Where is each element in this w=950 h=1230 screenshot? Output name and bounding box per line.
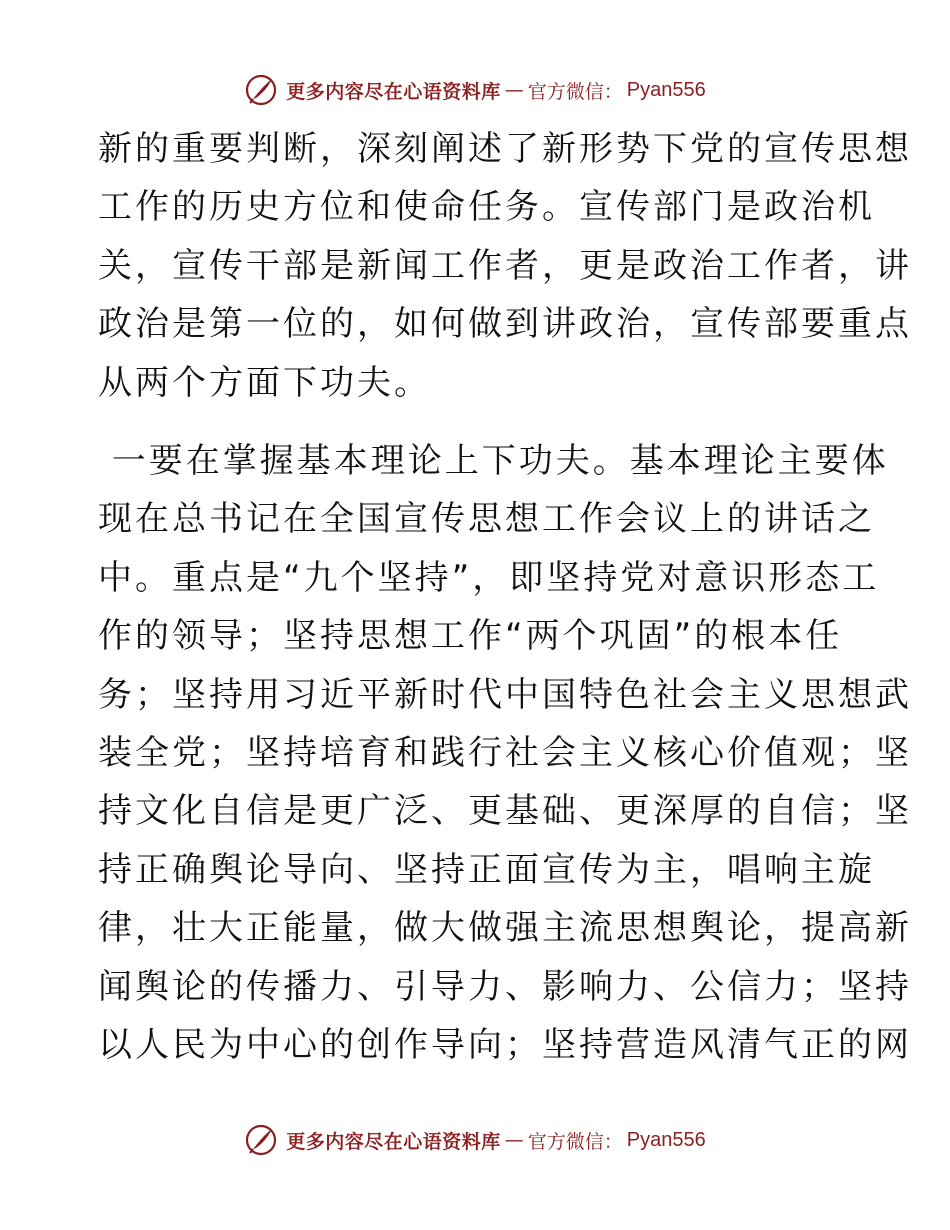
text-line: 政治是第一位的，如何做到讲政治，宣传部要重点 [98, 304, 912, 345]
footer-watermark [0, 1120, 950, 1160]
quill-logo-icon [244, 1123, 278, 1157]
watermark-separator: — [504, 79, 524, 101]
text-line: 持文化自信是更广泛、更基础、更深厚的自信；坚 [98, 791, 912, 832]
text-line: 闻舆论的传播力、引导力、影响力、公信力；坚持 [98, 966, 912, 1007]
text-line: 关，宣传干部是新闻工作者，更是政治工作者，讲 [98, 245, 912, 286]
watermark-text: 更多内容尽在心语资料库 [286, 80, 501, 103]
watermark-separator: — [504, 1129, 524, 1151]
paragraph-1 [98, 120, 912, 412]
text-line: 工作的历史方位和使命任务。宣传部门是政治机 [98, 187, 875, 228]
text-line: 律，壮大正能量，做大做强主流思想舆论，提高新 [98, 908, 912, 949]
document-body [98, 120, 912, 1075]
quill-logo-icon [244, 73, 278, 107]
paragraph-2 [98, 432, 912, 1074]
text-line: 从两个方面下功夫。 [98, 362, 431, 403]
text-line: 以人民为中心的创作导向；坚持营造风清气正的网 [98, 1025, 912, 1066]
text-line: 持正确舆论导向、坚持正面宣传为主，唱响主旋 [98, 849, 875, 890]
watermark-text: 更多内容尽在心语资料库 [286, 1130, 501, 1153]
watermark-wechat-id: Pyan556 [626, 1128, 706, 1151]
text-line: 务；坚持用习近平新时代中国特色社会主义思想武 [98, 674, 912, 715]
text-line: 一要在掌握基本理论上下功夫。基本理论主要体 [98, 441, 889, 482]
text-line: 现在总书记在全国宣传思想工作会议上的讲话之 [98, 499, 875, 540]
text-line: 中。重点是“九个坚持”，即坚持党对意识形态工 [98, 557, 880, 598]
text-line: 装全党；坚持培育和践行社会主义核心价值观；坚 [98, 733, 912, 774]
watermark-label: 官方微信： [527, 80, 623, 103]
watermark-label: 官方微信： [527, 1130, 623, 1153]
header-watermark [0, 70, 950, 110]
text-line: 作的领导；坚持思想工作“两个巩固”的根本任 [98, 616, 843, 657]
watermark-wechat-id: Pyan556 [626, 78, 706, 101]
text-line: 新的重要判断，深刻阐述了新形势下党的宣传思想 [98, 129, 912, 169]
